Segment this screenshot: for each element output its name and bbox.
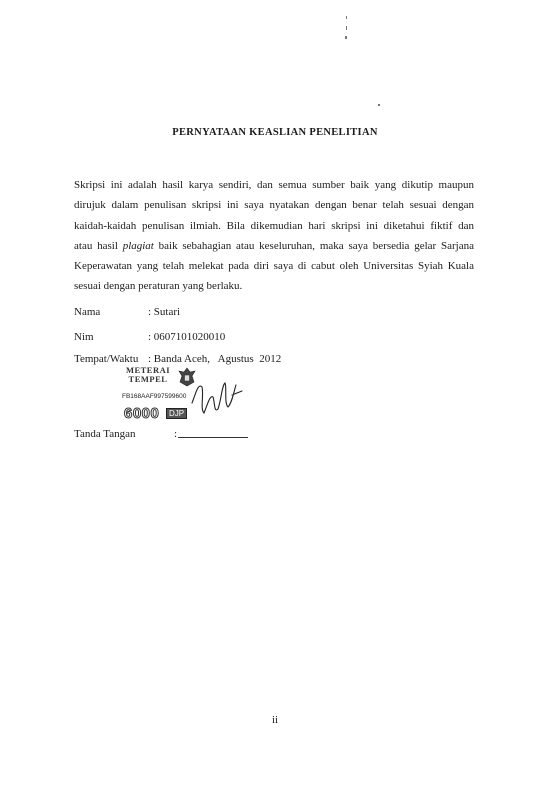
stamp-serial: FB168AAF997599600 [122,393,187,400]
tanda-tangan-colon: : [174,428,178,440]
paragraph-line: Keperawatan yang telah melekat pada diri saya di cabut oleh Universitas Syiah Kuala [74,260,474,273]
page-number: ii [271,714,279,726]
statement-paragraph [74,175,474,297]
tempat-waktu-label: Tempat/Waktu [74,353,139,365]
paragraph-line: sesuai dengan peraturan yang berlaku. [74,280,243,293]
paragraph-text: atau hasil [74,239,123,252]
scan-speck [345,36,347,39]
paragraph-line: dirujuk dalam penulisan skripsi ini saya nyatakan dengan benar telah sesuai dengan [74,199,474,212]
italic-term: plagiat [122,239,154,252]
nim-value: : 0607101020010 [148,331,226,343]
scan-speck [346,16,347,19]
paragraph-line: kaidah-kaidah penulisan ilmiah. Bila dikemudian hari skripsi ini diketahui fiktif dan [74,219,474,232]
scan-speck [346,26,347,30]
nim-label: Nim [74,331,94,343]
paragraph-line [74,236,474,256]
signature-line [178,437,248,438]
stamp-value: 6000 [124,405,160,422]
nama-value: : Sutari [148,306,181,318]
signature-scribble-icon [188,373,244,421]
stamp-title: METERAI [125,365,171,375]
djp-mark: DJP [166,408,187,419]
nama-label: Nama [74,306,101,318]
tanda-tangan-label: Tanda Tangan [74,428,136,440]
stamp-subtitle: TEMPEL [128,374,168,384]
paragraph-line: Skripsi ini adalah hasil karya sendiri, dan semua sumber baik yang dikutip maupun [74,179,474,191]
tempat-waktu-value: : Banda Aceh, Agustus 2012 [148,353,282,365]
tanda-tangan-row [74,428,178,440]
paragraph-text: baik sebahagian atau keseluruhan, maka saya bersedia gelar Sarjana [153,239,474,252]
page-title: PERNYATAAN KEASLIAN PENELITIAN [172,127,378,138]
meterai-stamp [124,365,244,431]
scan-speck [378,104,380,106]
